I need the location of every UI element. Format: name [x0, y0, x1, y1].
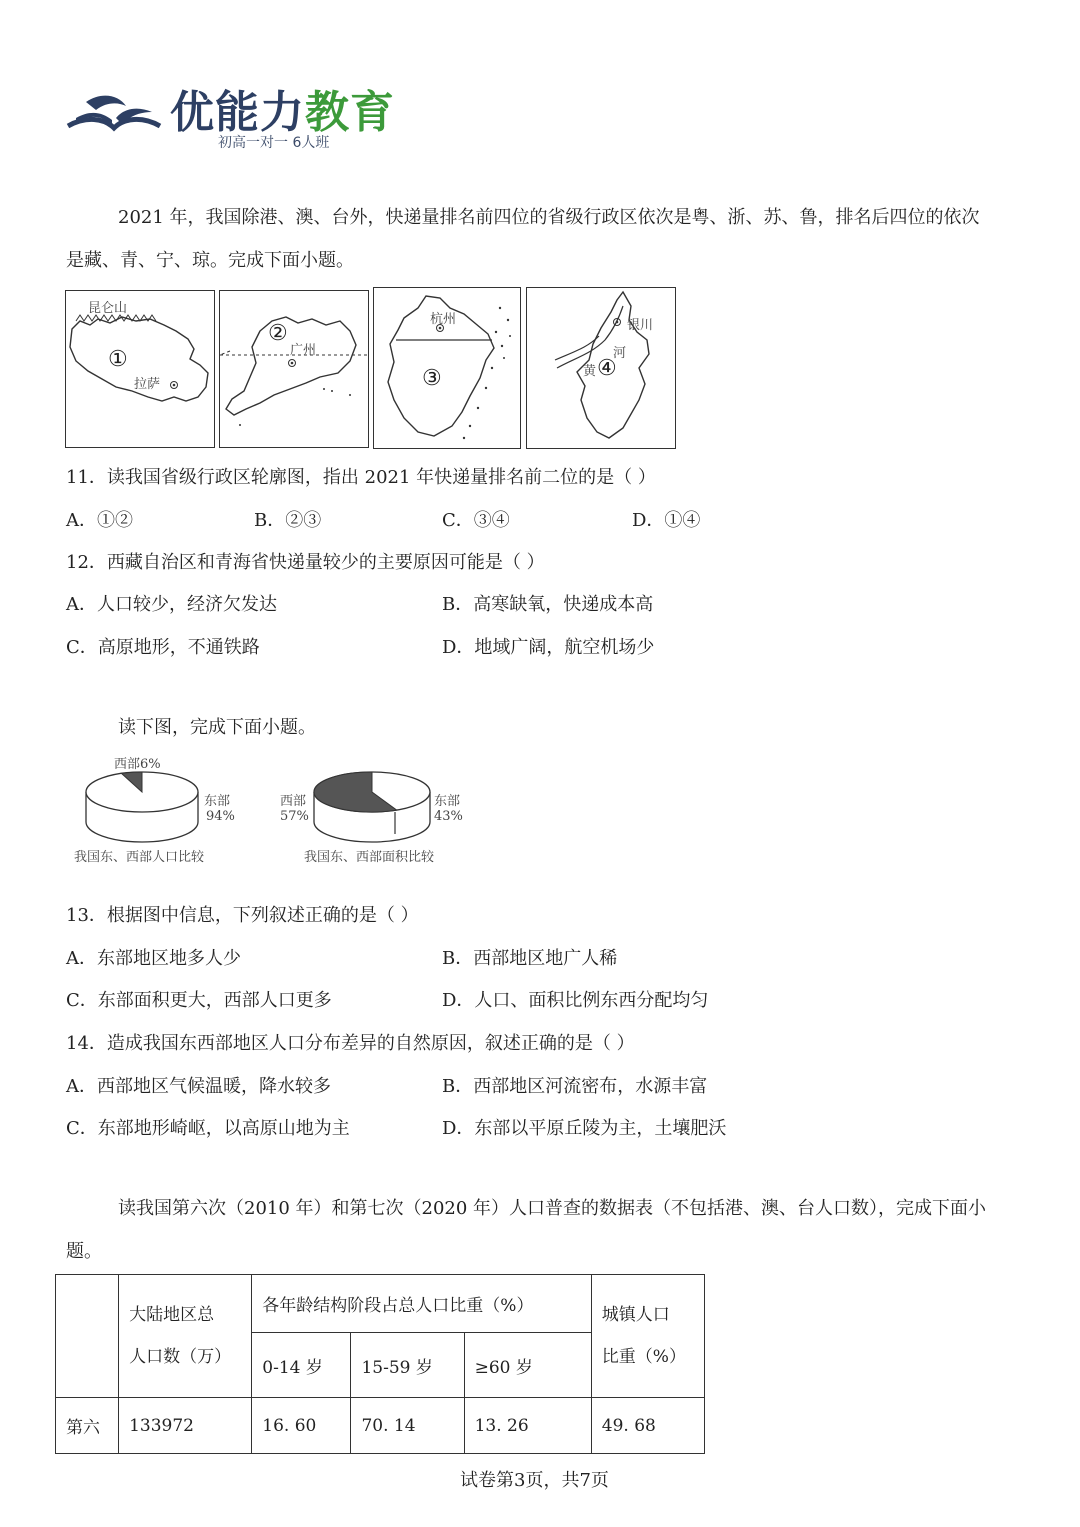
intro-paragraph-3-line-1: 读我国第六次（2010 年）和第七次（2020 年）人口普查的数据表（不包括港、澳、台人口数），完成下面小: [118, 1198, 987, 1219]
question-12: 12．西藏自治区和青海省快递量较少的主要原因可能是（ ）: [66, 552, 545, 573]
table-corner-cell: [56, 1275, 119, 1398]
logo: [66, 76, 406, 156]
province-map-4-ningxia: [526, 287, 676, 449]
guangzhou-label: 广州: [290, 343, 317, 358]
population-east-value: 94%: [206, 809, 235, 824]
q14-option-d[interactable]: D．东部以平原丘陵为主，土壤肥沃: [442, 1118, 727, 1139]
row-age-60: 13. 26: [464, 1398, 591, 1454]
logo-title-blue: 优能力: [170, 87, 305, 138]
map-1-number: ①: [108, 347, 128, 372]
row-total: 133972: [119, 1398, 252, 1454]
q11-option-c[interactable]: C．③④: [442, 510, 510, 531]
map-2-number: ②: [268, 321, 288, 346]
age-15-59-header: 15-59 岁: [351, 1333, 464, 1398]
yinchuan-label: 银川: [627, 318, 654, 333]
area-east-value: 43%: [434, 809, 463, 824]
row-urban: 49. 68: [591, 1398, 704, 1454]
q13-option-d[interactable]: D．人口、面积比例东西分配均匀: [442, 990, 709, 1011]
population-east-name: 东部: [204, 794, 231, 809]
q12-option-c[interactable]: C．高原地形，不通铁路: [66, 637, 260, 658]
row-age-15-59: 70. 14: [351, 1398, 464, 1454]
province-map-1-tibet: [65, 290, 215, 448]
age-structure-header: 各年龄结构阶段占总人口比重（%）: [252, 1275, 592, 1333]
intro-paragraph-3-line-2: 题。: [66, 1241, 102, 1262]
total-population-header: 大陆地区总 人口数（万）: [119, 1275, 252, 1398]
question-13: 13．根据图中信息，下列叙述正确的是（ ）: [66, 905, 419, 926]
question-14: 14．造成我国东西部地区人口分布差异的自然原因，叙述正确的是（ ）: [66, 1033, 635, 1054]
q13-option-a[interactable]: A．东部地区地多人少: [66, 948, 241, 969]
urban-population-header: 城镇人口 比重（%）: [591, 1275, 704, 1398]
q14-option-b[interactable]: B．西部地区河流密布，水源丰富: [442, 1076, 708, 1097]
population-pie-caption: 我国东、西部人口比较: [74, 850, 205, 865]
intro-paragraph-1-line-2: 是藏、青、宁、琼。完成下面小题。: [66, 250, 354, 271]
question-11: 11．读我国省级行政区轮廓图，指出 2021 年快递量排名前二位的是（ ）: [66, 467, 656, 488]
census-table: [55, 1274, 705, 1454]
guangdong-outline: [220, 291, 368, 447]
table-row: [56, 1398, 705, 1454]
map-4-number: ④: [597, 356, 617, 381]
logo-title: [170, 76, 395, 140]
q14-option-c[interactable]: C．东部地形崎岖，以高原山地为主: [66, 1118, 350, 1139]
q12-option-a[interactable]: A．人口较少，经济欠发达: [66, 594, 277, 615]
kunlun-mountain-label: 昆仑山: [88, 301, 128, 316]
age-0-14-header: 0-14 岁: [252, 1333, 351, 1398]
lhasa-label: 拉萨: [134, 377, 161, 392]
river-label-huang: 黄: [583, 364, 597, 379]
hangzhou-label: 杭州: [430, 312, 457, 327]
q12-option-d[interactable]: D．地域广阔，航空机场少: [442, 637, 655, 658]
intro-paragraph-2: 读下图，完成下面小题。: [118, 717, 316, 738]
row-label: 第六: [56, 1398, 119, 1454]
map-3-number: ③: [422, 366, 442, 391]
logo-subtitle: 初高一对一 6人班: [218, 135, 330, 151]
q11-option-a[interactable]: A．①②: [66, 510, 133, 531]
province-map-2-guangdong: [219, 290, 369, 448]
q12-option-b[interactable]: B．高寒缺氧，快递成本高: [442, 594, 654, 615]
q14-option-a[interactable]: A．西部地区气候温暖，降水较多: [66, 1076, 331, 1097]
area-west-value: 57%: [280, 809, 309, 824]
population-west-label: 西部6%: [114, 757, 161, 772]
q11-option-d[interactable]: D．①④: [632, 510, 701, 531]
area-pie-figure: [278, 750, 488, 870]
river-label-he: 河: [613, 346, 627, 361]
intro-paragraph-1-line-1: 2021 年，我国除港、澳、台外，快递量排名前四位的省级行政区依次是粤、浙、苏、鲁，排名后四位的依次: [118, 207, 980, 228]
area-west-name: 西部: [280, 794, 307, 809]
q13-option-b[interactable]: B．西部地区地广人稀: [442, 948, 618, 969]
area-pie-caption: 我国东、西部面积比较: [304, 850, 435, 865]
page-footer: 试卷第3页，共7页: [460, 1470, 609, 1491]
row-age-0-14: 16. 60: [252, 1398, 351, 1454]
age-60-plus-header: ≥60 岁: [464, 1333, 591, 1398]
province-map-3-zhejiang: [373, 287, 521, 449]
area-east-name: 东部: [434, 794, 461, 809]
population-pie-figure: [66, 750, 266, 870]
logo-book-icon: [66, 88, 162, 134]
q11-option-b[interactable]: B．②③: [254, 510, 322, 531]
q13-option-c[interactable]: C．东部面积更大，西部人口更多: [66, 990, 332, 1011]
logo-title-green: 教育: [305, 87, 395, 138]
